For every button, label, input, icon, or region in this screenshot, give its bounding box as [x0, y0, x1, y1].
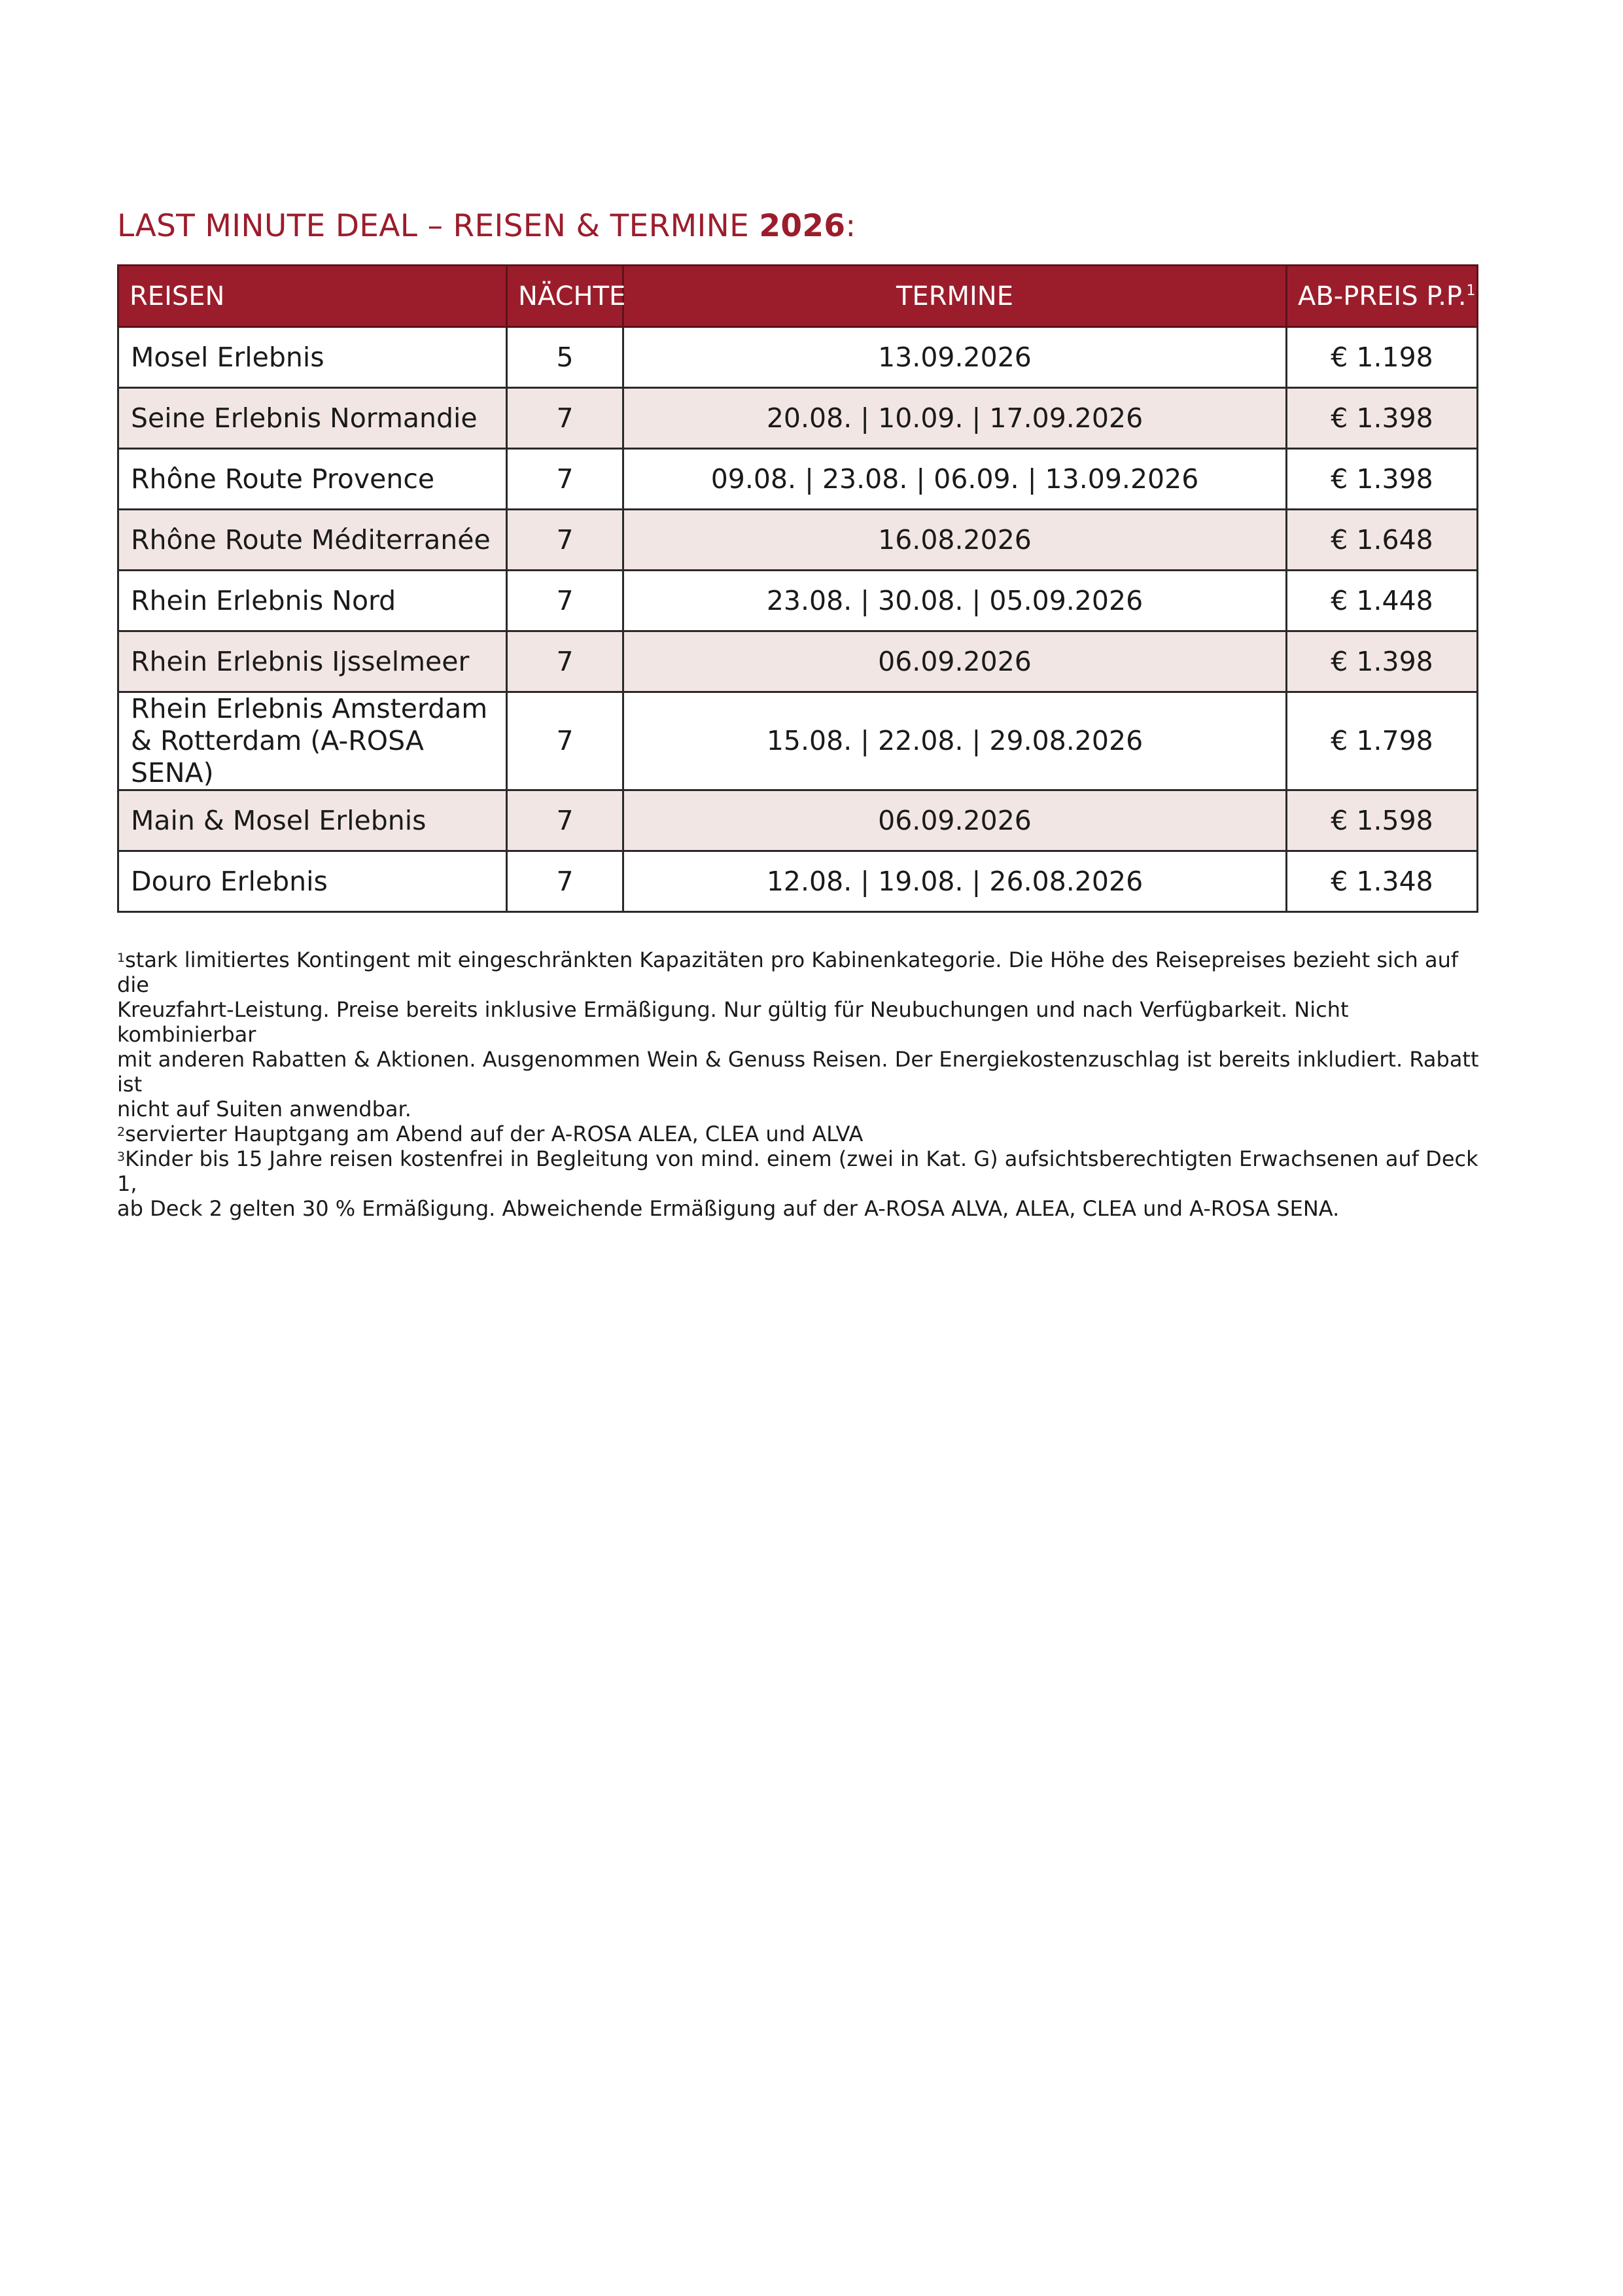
title-year: 2026: [759, 208, 846, 244]
trip-cell: Main & Mosel Erlebnis: [118, 790, 507, 851]
table-row: [118, 790, 1478, 851]
table-header-row: [118, 266, 1478, 327]
dates-cell: 15.08. | 22.08. | 29.08.2026: [623, 692, 1287, 790]
trip-cell-line: & Rotterdam (A-ROSA SENA): [131, 725, 424, 788]
nights-cell: 5: [507, 327, 623, 388]
table-row: [118, 571, 1478, 631]
trip-cell: Seine Erlebnis Normandie: [118, 388, 507, 449]
nights-cell: 7: [507, 571, 623, 631]
page-title: [117, 208, 856, 244]
header-price: [1287, 266, 1478, 327]
nights-cell: 7: [507, 851, 623, 912]
table-row: [118, 692, 1478, 790]
trip-cell: [118, 692, 507, 790]
title-text: LAST MINUTE DEAL – REISEN & TERMINE: [117, 208, 759, 244]
dates-cell: 23.08. | 30.08. | 05.09.2026: [623, 571, 1287, 631]
dates-cell: 20.08. | 10.09. | 17.09.2026: [623, 388, 1287, 449]
footnote-mark: 1: [117, 951, 126, 965]
footnote-line: Kreuzfahrt-Leistung. Preise bereits inklusive Ermäßigung. Nur gültig für Neubuchungen und nach Verfügbarkeit. Nicht kombinierbar: [117, 997, 1349, 1047]
table-row: [118, 388, 1478, 449]
footnote-mark: 3: [117, 1150, 126, 1164]
footnote-line: nicht auf Suiten anwendbar.: [117, 1097, 411, 1122]
title-suffix: :: [845, 208, 856, 244]
price-cell: € 1.198: [1287, 327, 1478, 388]
trip-cell: Rhône Route Provence: [118, 449, 507, 510]
header-trip: REISEN: [118, 266, 507, 327]
footnotes: [117, 947, 1484, 1221]
footnote-line: Kinder bis 15 Jahre reisen kostenfrei in Begleitung von mind. einem (zwei in Kat. G) aufsichtsberechtigten Erwachsenen auf Deck 1,: [117, 1146, 1478, 1196]
table-row: [118, 510, 1478, 571]
price-cell: € 1.398: [1287, 449, 1478, 510]
trip-cell: Rhein Erlebnis Ijsselmeer: [118, 631, 507, 692]
table-row: [118, 449, 1478, 510]
nights-cell: 7: [507, 449, 623, 510]
trip-cell: Douro Erlebnis: [118, 851, 507, 912]
footnote-mark: 2: [117, 1125, 126, 1139]
dates-cell: 16.08.2026: [623, 510, 1287, 571]
price-cell: € 1.648: [1287, 510, 1478, 571]
price-cell: € 1.798: [1287, 692, 1478, 790]
nights-cell: 7: [507, 510, 623, 571]
footnote-3: [117, 1146, 1484, 1221]
trip-cell: Rhein Erlebnis Nord: [118, 571, 507, 631]
table-row: [118, 327, 1478, 388]
offers-table: [117, 264, 1478, 913]
footnote-2: [117, 1122, 1484, 1146]
footnote-line: mit anderen Rabatten & Aktionen. Ausgenommen Wein & Genuss Reisen. Der Energiekostenzuschlag ist bereits inkludiert. Rabatt ist: [117, 1047, 1479, 1097]
dates-cell: 12.08. | 19.08. | 26.08.2026: [623, 851, 1287, 912]
nights-cell: 7: [507, 631, 623, 692]
footnote-line: servierter Hauptgang am Abend auf der A-ROSA ALEA, CLEA und ALVA: [125, 1122, 864, 1146]
dates-cell: 09.08. | 23.08. | 06.09. | 13.09.2026: [623, 449, 1287, 510]
dates-cell: 13.09.2026: [623, 327, 1287, 388]
price-cell: € 1.448: [1287, 571, 1478, 631]
price-cell: € 1.398: [1287, 631, 1478, 692]
footnote-1: [117, 947, 1484, 1122]
dates-cell: 06.09.2026: [623, 790, 1287, 851]
price-cell: € 1.398: [1287, 388, 1478, 449]
price-cell: € 1.348: [1287, 851, 1478, 912]
table-row: [118, 851, 1478, 912]
footnote-line: ab Deck 2 gelten 30 % Ermäßigung. Abweichende Ermäßigung auf der A-ROSA ALVA, ALEA, CLEA und A-ROSA SENA.: [117, 1196, 1340, 1221]
nights-cell: 7: [507, 692, 623, 790]
dates-cell: 06.09.2026: [623, 631, 1287, 692]
nights-cell: 7: [507, 388, 623, 449]
header-nights: NÄCHTE: [507, 266, 623, 327]
header-price-footnote-mark: 1: [1466, 282, 1476, 299]
table-row: [118, 631, 1478, 692]
trip-cell: Rhône Route Méditerranée: [118, 510, 507, 571]
price-cell: € 1.598: [1287, 790, 1478, 851]
trip-cell: Mosel Erlebnis: [118, 327, 507, 388]
footnote-line: stark limitiertes Kontingent mit eingeschränkten Kapazitäten pro Kabinenkategorie. Die Höhe des Reisepreises bezieht sich auf die: [117, 947, 1459, 997]
header-price-label: AB-PREIS P.P.: [1298, 281, 1467, 311]
trip-cell-line: Rhein Erlebnis Amsterdam: [131, 693, 488, 724]
nights-cell: 7: [507, 790, 623, 851]
header-dates: TERMINE: [623, 266, 1287, 327]
